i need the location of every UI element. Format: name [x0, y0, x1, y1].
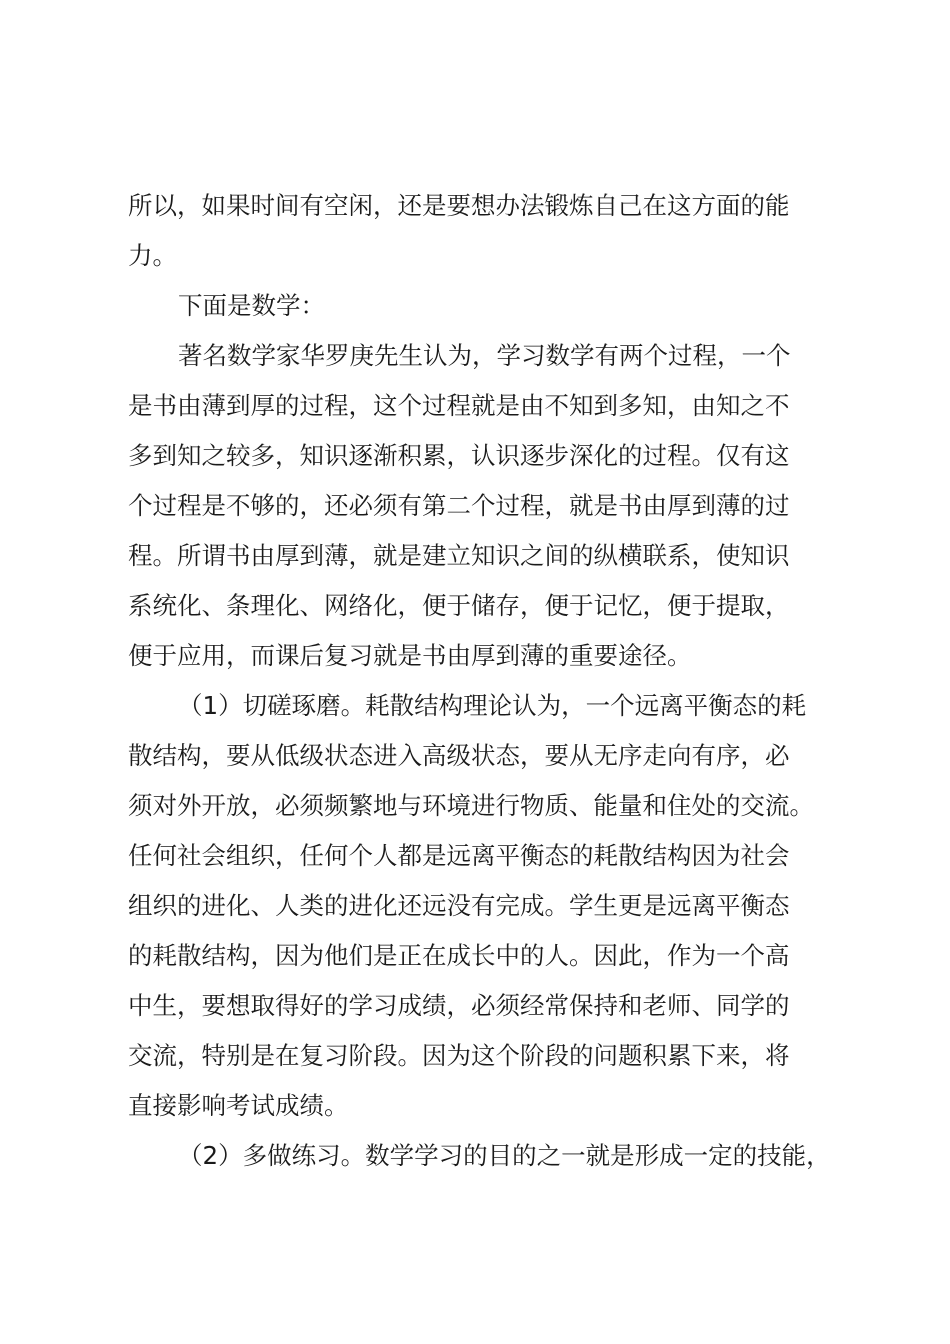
paragraph-line: 程。所谓书由厚到薄，就是建立知识之间的纵横联系，使知识: [128, 541, 790, 570]
paragraph-line: 所以，如果时间有空闲，还是要想办法锻炼自己在这方面的能: [128, 191, 790, 220]
paragraph-line: 个过程是不够的，还必须有第二个过程，就是书由厚到薄的过: [128, 491, 790, 520]
paragraph-line: 是书由薄到厚的过程，这个过程就是由不知到多知，由知之不: [128, 391, 790, 420]
paragraph-line: （1）切磋琢磨。耗散结构理论认为，一个远离平衡态的耗: [178, 691, 807, 720]
paragraph-line: 著名数学家华罗庚先生认为，学习数学有两个过程，一个: [178, 341, 791, 370]
paragraph-line: 交流，特别是在复习阶段。因为这个阶段的问题积累下来，将: [128, 1041, 790, 1070]
paragraph-line: 多到知之较多，知识逐渐积累，认识逐步深化的过程。仅有这: [128, 441, 790, 470]
paragraph-line: 力。: [128, 241, 177, 270]
paragraph-line: 便于应用，而课后复习就是书由厚到薄的重要途径。: [128, 641, 692, 670]
paragraph-line: 须对外开放，必须频繁地与环境进行物质、能量和住处的交流。: [128, 791, 814, 820]
paragraph-line: （2）多做练习。数学学习的目的之一就是形成一定的技能，: [178, 1141, 831, 1170]
paragraph-line: 的耗散结构，因为他们是正在成长中的人。因此，作为一个高: [128, 941, 790, 970]
paragraph-line: 组织的进化、人类的进化还远没有完成。学生更是远离平衡态: [128, 891, 790, 920]
section-heading-math: 下面是数学：: [178, 291, 325, 320]
paragraph-line: 任何社会组织，任何个人都是远离平衡态的耗散结构因为社会: [128, 841, 790, 870]
paragraph-line: 系统化、条理化、网络化，便于储存，便于记忆，便于提取，: [128, 591, 790, 620]
paragraph-line: 中生，要想取得好的学习成绩，必须经常保持和老师、同学的: [128, 991, 790, 1020]
paragraph-line: 散结构，要从低级状态进入高级状态，要从无序走向有序，必: [128, 741, 790, 770]
paragraph-line: 直接影响考试成绩。: [128, 1091, 349, 1120]
